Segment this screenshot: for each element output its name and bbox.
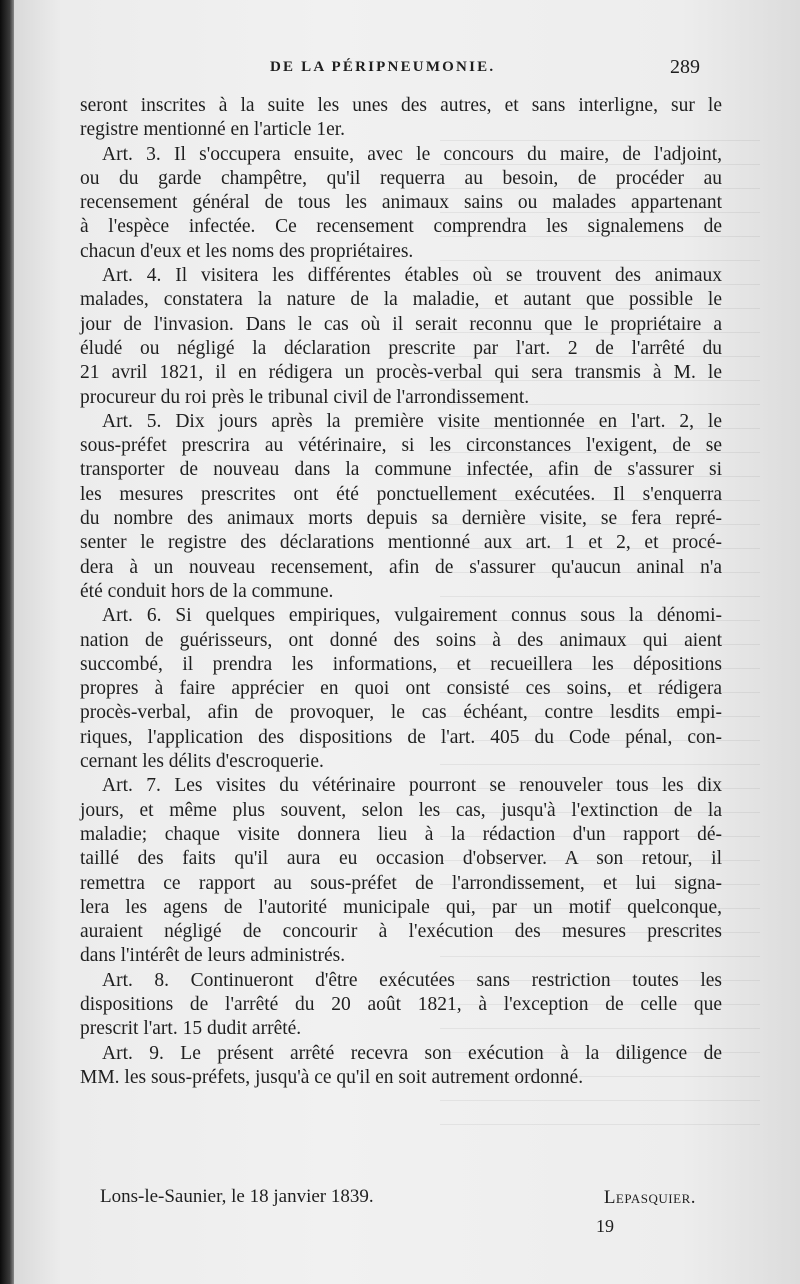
text-line: sous-préfet prescrira au vétérinaire, si les circonstances l'exigent, de se	[80, 435, 722, 457]
text-line: ou du garde champêtre, qu'il requerra au besoin, de procéder au	[80, 167, 722, 189]
text-line: cernant les délits d'escroquerie.	[80, 751, 324, 773]
text-line: Art. 9. Le présent arrêté recevra son exécution à la diligence de	[102, 1042, 722, 1064]
text-line: Art. 5. Dix jours après la première visite mentionnée en l'art. 2, le	[102, 410, 722, 432]
text-line: 21 avril 1821, il en rédigera un procès-verbal qui sera transmis à M. le	[80, 362, 722, 384]
text-line: registre mentionné en l'article 1er.	[80, 119, 346, 141]
text-line: recensement général de tous les animaux sains ou malades appartenant	[80, 192, 722, 214]
book-page	[14, 0, 800, 1284]
page-header	[14, 56, 800, 86]
text-line: dera à un nouveau recensement, afin de s'assurer qu'aucun aninal n'a	[80, 556, 722, 578]
page-number: 289	[670, 56, 700, 78]
text-line: nation de guérisseurs, ont donné des soins à des animaux qui aient	[80, 629, 722, 651]
body-text	[80, 94, 722, 1090]
text-line: Art. 6. Si quelques empiriques, vulgairement connus sous la dénomi-	[102, 605, 722, 627]
text-line: Art. 8. Continueront d'être exécutées sans restriction toutes les	[102, 969, 722, 991]
text-line: senter le registre des déclarations mentionné aux art. 1 et 2, et procé-	[80, 532, 722, 554]
text-line: MM. les sous-préfets, jusqu'à ce qu'il en soit autrement ordonné.	[80, 1066, 584, 1088]
binding-gutter	[0, 0, 14, 1284]
text-line: Art. 3. Il s'occupera ensuite, avec le concours du maire, de l'adjoint,	[102, 143, 722, 165]
text-line: riques, l'application des dispositions de l'art. 405 du Code pénal, con-	[80, 726, 722, 748]
text-line: les mesures prescrites ont été ponctuellement exécutées. Il s'enquerra	[80, 483, 722, 505]
text-line: transporter de nouveau dans la commune infectée, afin de s'assurer si	[80, 459, 722, 481]
signature-name: Lepasquier.	[603, 1187, 696, 1208]
text-line: procès-verbal, afin de provoquer, le cas échéant, contre lesdits empi-	[80, 702, 722, 724]
text-line: propres à faire apprécier en quoi ont consisté ces soins, et rédigera	[80, 678, 722, 700]
signature-mark: 19	[596, 1216, 614, 1236]
text-line: éludé ou négligé la déclaration prescrite par l'art. 2 de l'arrêté du	[80, 337, 722, 359]
text-line: été conduit hors de la commune.	[80, 580, 334, 602]
text-line: taillé des faits qu'il aura eu occasion d'observer. A son retour, il	[80, 848, 722, 870]
text-line: jour de l'invasion. Dans le cas où il serait reconnu que le propriétaire a	[80, 313, 722, 335]
text-line: Art. 7. Les visites du vétérinaire pourront se renouveler tous les dix	[102, 775, 722, 797]
text-line: jours, et même plus souvent, selon les cas, jusqu'à l'extinction de la	[80, 799, 722, 821]
text-line: seront inscrites à la suite les unes des autres, et sans interligne, sur le	[80, 95, 722, 116]
text-line: remettra ce rapport au sous-préfet de l'arrondissement, et lui signa-	[80, 872, 722, 894]
text-line: prescrit l'art. 15 dudit arrêté.	[80, 1018, 302, 1040]
text-line: chacun d'eux et les noms des propriétaires.	[80, 240, 414, 262]
text-line: Art. 4. Il visitera les différentes étables où se trouvent des animaux	[102, 265, 722, 287]
text-line: malades, constatera la nature de la maladie, et autant que possible le	[80, 289, 722, 311]
text-line: lera les agens de l'autorité municipale qui, par un motif quelconque,	[80, 896, 722, 918]
text-line: auraient négligé de concourir à l'exécution des mesures prescrites	[80, 921, 722, 943]
text-line: succombé, il prendra les informations, et recueillera les dépositions	[80, 653, 722, 675]
signature-place-date: Lons-le-Saunier, le 18 janvier 1839.	[100, 1186, 374, 1207]
running-title: DE LA PÉRIPNEUMONIE.	[270, 59, 496, 75]
text-line: à l'espèce infectée. Ce recensement comprendra les signalemens de	[80, 216, 722, 238]
text-line: procureur du roi près le tribunal civil de l'arrondissement.	[80, 386, 530, 408]
text-line: dispositions de l'arrêté du 20 août 1821, à l'exception de celle que	[80, 993, 722, 1015]
text-line: dans l'intérêt de leurs administrés.	[80, 945, 346, 967]
text-line: du nombre des animaux morts depuis sa dernière visite, se fera repré-	[80, 508, 722, 530]
text-line: maladie; chaque visite donnera lieu à la rédaction d'un rapport dé-	[80, 823, 722, 845]
